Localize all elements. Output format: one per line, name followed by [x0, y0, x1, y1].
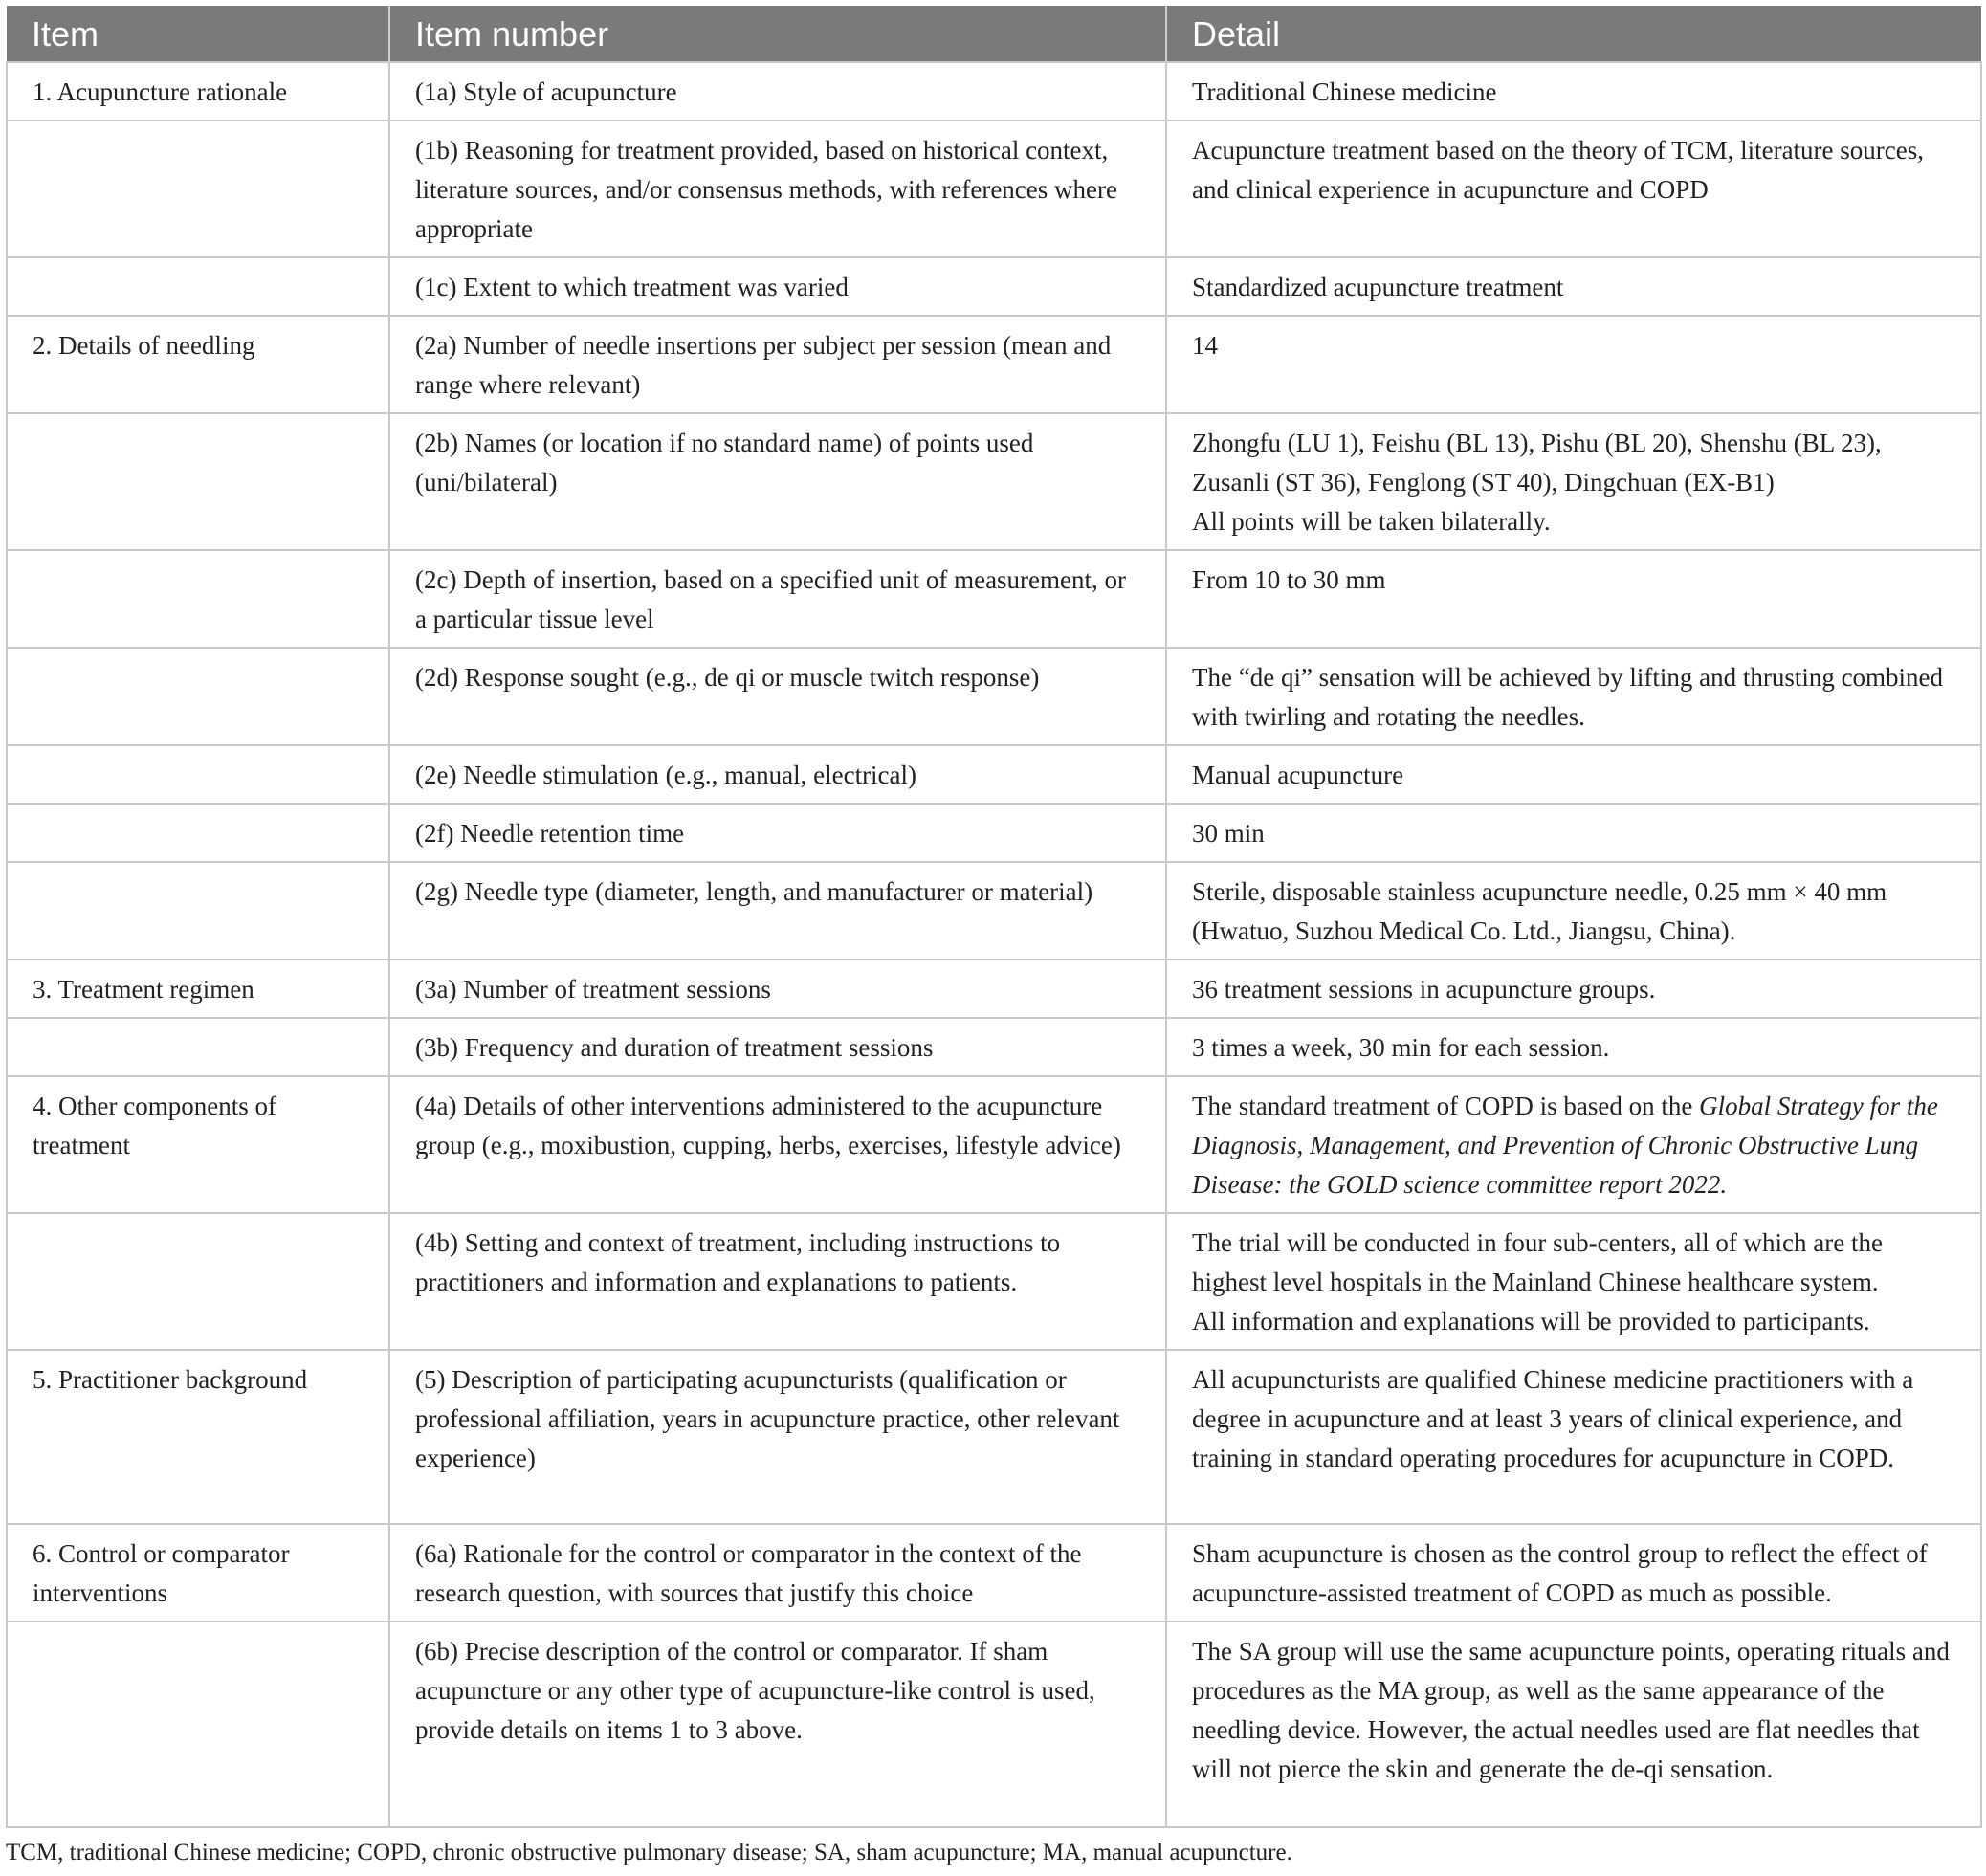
- cell-item-number: (1c) Extent to which treatment was varied: [389, 257, 1166, 316]
- table-row: [7, 960, 1981, 1018]
- cell-detail: [1166, 1018, 1981, 1076]
- detail-line: Zhongfu (LU 1), Feishu (BL 13), Pishu (BL 20), Shenshu (BL 23), Zusanli (ST 36), Fenglong (ST 40), Dingchuan (EX-B1): [1192, 429, 1882, 497]
- cell-item-number: (4b) Setting and context of treatment, including instructions to practitioners and information and explanations to patients.: [389, 1213, 1166, 1350]
- table-row: [7, 413, 1981, 550]
- cell-item: [7, 413, 389, 550]
- detail-line: Traditional Chinese medicine: [1192, 77, 1497, 106]
- cell-item-number: (2g) Needle type (diameter, length, and manufacturer or material): [389, 862, 1166, 960]
- cell-item: [7, 862, 389, 960]
- cell-detail: [1166, 1622, 1981, 1827]
- table-body: [7, 62, 1981, 1827]
- stricta-table: [6, 6, 1982, 1828]
- cell-detail: [1166, 62, 1981, 121]
- detail-line: All points will be taken bilaterally.: [1192, 507, 1551, 536]
- table-row: [7, 257, 1981, 316]
- cell-item: 3. Treatment regimen: [7, 960, 389, 1018]
- table-row: [7, 1524, 1981, 1622]
- cell-detail: [1166, 745, 1981, 804]
- cell-detail: [1166, 1076, 1981, 1213]
- table-row: [7, 862, 1981, 960]
- cell-item: 6. Control or comparator interventions: [7, 1524, 389, 1622]
- table-row: [7, 1018, 1981, 1076]
- cell-item-number: (2a) Number of needle insertions per subject per session (mean and range where relevant): [389, 316, 1166, 413]
- detail-line: The “de qi” sensation will be achieved by lifting and thrusting combined with twirling and rotating the needles.: [1192, 663, 1944, 731]
- table-footnote: TCM, traditional Chinese medicine; COPD, chronic obstructive pulmonary disease; SA, sham acupuncture; MA, manual acupuncture.: [6, 1840, 1292, 1865]
- table-row: [7, 316, 1981, 413]
- cell-item: [7, 1018, 389, 1076]
- header-item-number: Item number: [389, 6, 1166, 62]
- detail-line: From 10 to 30 mm: [1192, 565, 1386, 594]
- cell-detail: [1166, 413, 1981, 550]
- cell-item: [7, 745, 389, 804]
- cell-item: [7, 1622, 389, 1827]
- table-row: [7, 1076, 1981, 1213]
- detail-line: Acupuncture treatment based on the theory of TCM, literature sources, and clinical experience in acupuncture and COPD: [1192, 136, 1925, 204]
- detail-line: Standardized acupuncture treatment: [1192, 273, 1564, 301]
- cell-item-number: (2e) Needle stimulation (e.g., manual, electrical): [389, 745, 1166, 804]
- detail-line: Manual acupuncture: [1192, 761, 1404, 789]
- cell-item-number: (2f) Needle retention time: [389, 804, 1166, 862]
- table-row: [7, 62, 1981, 121]
- detail-line: Sham acupuncture is chosen as the control group to reflect the effect of acupuncture-assisted treatment of COPD as much as possible.: [1192, 1539, 1928, 1607]
- cell-detail: [1166, 960, 1981, 1018]
- detail-line: 14: [1192, 331, 1218, 360]
- cell-item-number: (5) Description of participating acupuncturists (qualification or professional affiliation, years in acupuncture practice, other relevant experience): [389, 1350, 1166, 1524]
- cell-detail: [1166, 1213, 1981, 1350]
- cell-detail: [1166, 257, 1981, 316]
- cell-detail: [1166, 121, 1981, 257]
- table-row: [7, 550, 1981, 648]
- table-row: [7, 121, 1981, 257]
- cell-item-number: (1a) Style of acupuncture: [389, 62, 1166, 121]
- table-row: [7, 648, 1981, 745]
- table-row: [7, 1350, 1981, 1524]
- cell-item: 2. Details of needling: [7, 316, 389, 413]
- detail-italic-title: Global Strategy for the Diagnosis, Management, and Prevention of Chronic Obstructive Lung Disease: the GOLD science committee report 2022.: [1192, 1092, 1938, 1199]
- cell-item: [7, 804, 389, 862]
- cell-item-number: (2c) Depth of insertion, based on a specified unit of measurement, or a particular tissue level: [389, 550, 1166, 648]
- cell-detail: [1166, 550, 1981, 648]
- cell-item-number: (4a) Details of other interventions administered to the acupuncture group (e.g., moxibustion, cupping, herbs, exercises, lifestyle advice): [389, 1076, 1166, 1213]
- cell-item: [7, 257, 389, 316]
- detail-line: 30 min: [1192, 819, 1265, 848]
- cell-item: 5. Practitioner background: [7, 1350, 389, 1524]
- cell-item: 1. Acupuncture rationale: [7, 62, 389, 121]
- detail-text: The standard treatment of COPD is based on the: [1192, 1092, 1700, 1120]
- detail-line: Sterile, disposable stainless acupuncture needle, 0.25 mm × 40 mm (Hwatuo, Suzhou Medical Co. Ltd., Jiangsu, China).: [1192, 877, 1887, 945]
- cell-item-number: (3b) Frequency and duration of treatment sessions: [389, 1018, 1166, 1076]
- cell-item: [7, 648, 389, 745]
- cell-item: [7, 1213, 389, 1350]
- table-header-row: [7, 6, 1981, 62]
- cell-item-number: (2d) Response sought (e.g., de qi or muscle twitch response): [389, 648, 1166, 745]
- cell-item: [7, 550, 389, 648]
- table-container: [6, 6, 1980, 1828]
- cell-item-number: (3a) Number of treatment sessions: [389, 960, 1166, 1018]
- detail-line: The trial will be conducted in four sub-centers, all of which are the highest level hospitals in the Mainland Chinese healthcare system.: [1192, 1228, 1883, 1296]
- header-item: Item: [7, 6, 389, 62]
- detail-line: All acupuncturists are qualified Chinese medicine practitioners with a degree in acupuncture and at least 3 years of clinical experience, and training in standard operating procedures for acupuncture in COPD.: [1192, 1365, 1914, 1472]
- cell-item: 4. Other components of treatment: [7, 1076, 389, 1213]
- table-row: [7, 745, 1981, 804]
- cell-item: [7, 121, 389, 257]
- cell-detail: [1166, 804, 1981, 862]
- cell-detail: [1166, 1524, 1981, 1622]
- cell-detail: [1166, 648, 1981, 745]
- detail-line: The SA group will use the same acupuncture points, operating rituals and procedures as the MA group, as well as the same appearance of the needling device. However, the actual needles used are flat needles that will not pierce the skin and generate the de-qi sensation.: [1192, 1637, 1950, 1783]
- cell-item-number: (1b) Reasoning for treatment provided, based on historical context, literature sources, and/or consensus methods, with references where appropriate: [389, 121, 1166, 257]
- header-detail: Detail: [1166, 6, 1981, 62]
- detail-line: 36 treatment sessions in acupuncture groups.: [1192, 975, 1656, 1004]
- cell-detail: [1166, 862, 1981, 960]
- detail-line: All information and explanations will be provided to participants.: [1192, 1307, 1870, 1335]
- table-row: [7, 804, 1981, 862]
- cell-item-number: (6b) Precise description of the control or comparator. If sham acupuncture or any other type of acupuncture-like control is used, provide details on items 1 to 3 above.: [389, 1622, 1166, 1827]
- cell-detail: [1166, 1350, 1981, 1524]
- table-row: [7, 1213, 1981, 1350]
- detail-line: 3 times a week, 30 min for each session.: [1192, 1033, 1610, 1062]
- table-row: [7, 1622, 1981, 1827]
- cell-item-number: (2b) Names (or location if no standard name) of points used (uni/bilateral): [389, 413, 1166, 550]
- cell-detail: [1166, 316, 1981, 413]
- cell-item-number: (6a) Rationale for the control or comparator in the context of the research question, with sources that justify this choice: [389, 1524, 1166, 1622]
